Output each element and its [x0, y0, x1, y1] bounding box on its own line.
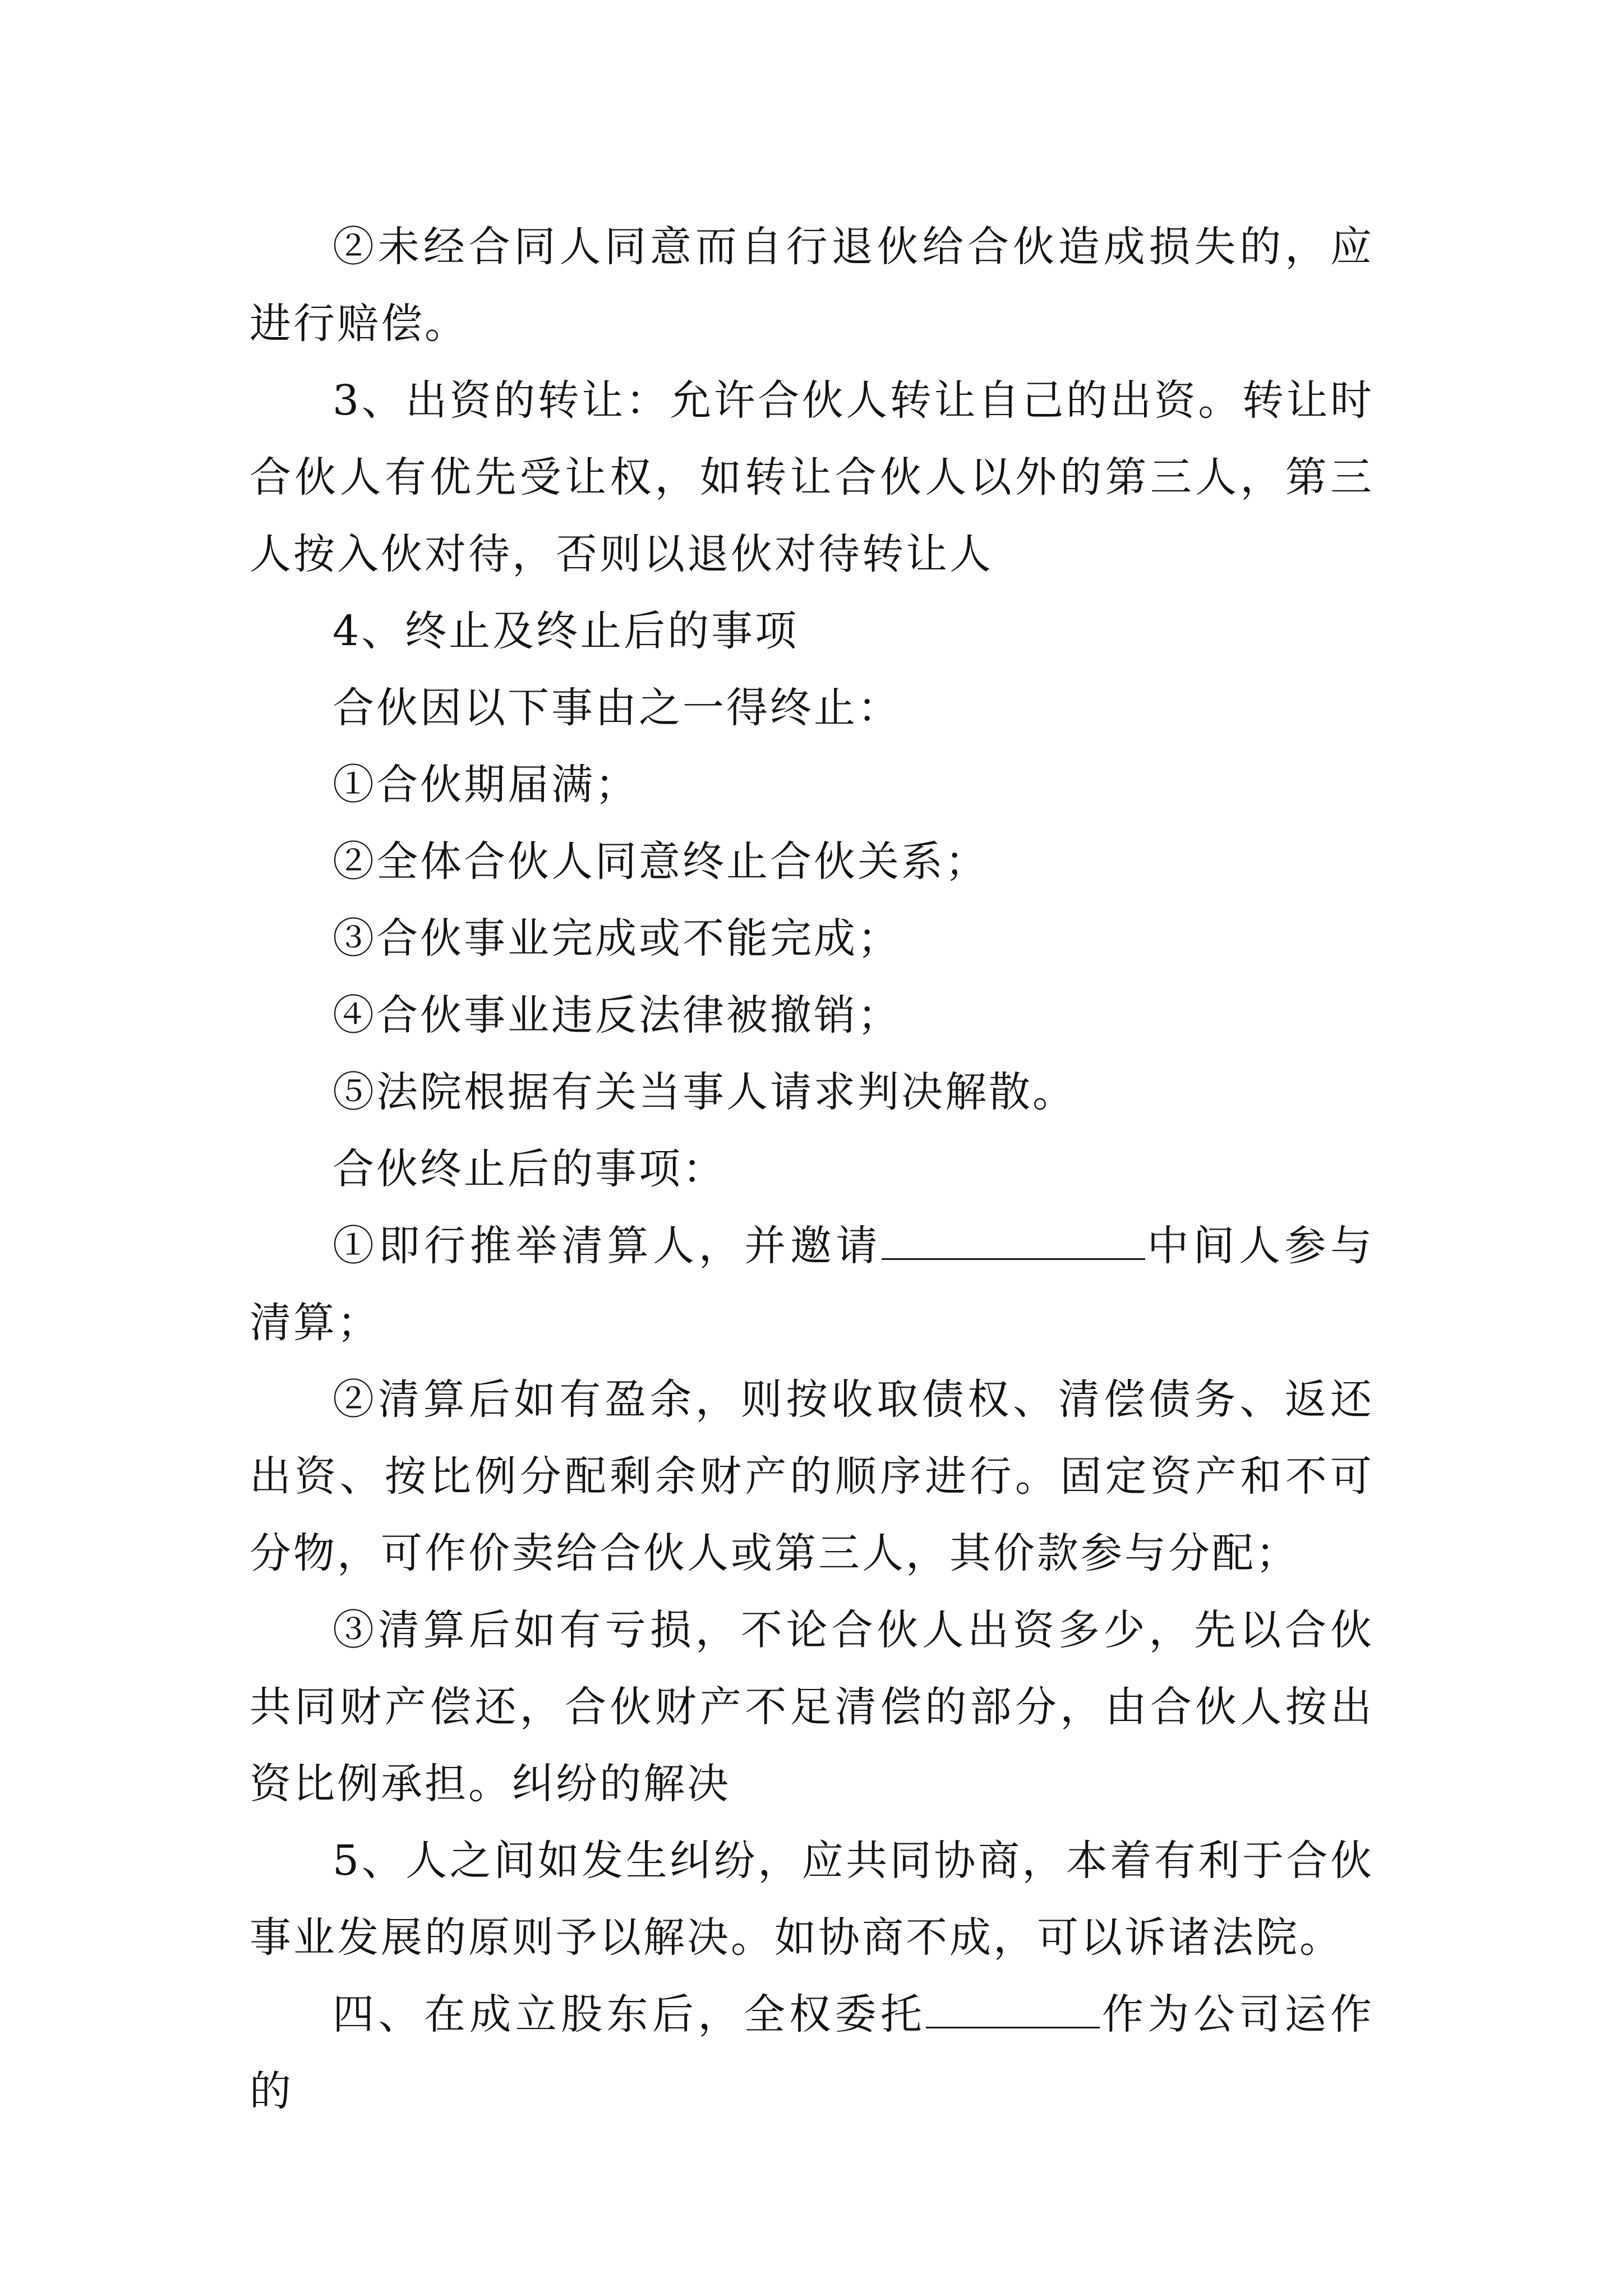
list-item-business-complete: ③合伙事业完成或不能完成； [333, 914, 901, 963]
list-item-term-expired: ①合伙期届满； [333, 761, 639, 809]
liquidator-text-after: 中间人参与清算； [250, 1222, 1375, 1347]
paragraph-delegation [250, 1976, 1374, 2130]
delegation-text-before: 四、在成立股东后，全权委托 [333, 1990, 926, 2039]
list-item-revoked: ④合伙事业违反法律被撤销； [333, 991, 901, 1039]
list-item-all-agree: ②全体合伙人同意终止合伙关系； [333, 838, 989, 886]
paragraph-surplus: ②清算后如有盈余，则按收取债权、清偿债务、返还出资、按比例分配剩余财产的顺序进行。固定资产和不可分物，可作价卖给合伙人或第三人，其价款参与分配； [250, 1375, 1374, 1577]
paragraph-termination-intro: 合伙因以下事由之一得终止： [333, 684, 901, 732]
heading-termination: 4、终止及终止后的事项 [333, 607, 799, 655]
document-body [250, 209, 1374, 2130]
list-item-court-dissolution: ⑤法院根据有关当事人请求判决解散。 [333, 1068, 1076, 1116]
delegation-text-after: 作为公司运作的 [250, 1990, 1375, 2115]
paragraph-compensation: ②未经合同人同意而自行退伙给合伙造成损失的，应进行赔偿。 [250, 223, 1374, 348]
paragraph-dispute: 5、人之间如发生纠纷，应共同协商，本着有利于合伙事业发展的原则予以解决。如协商不成，可以诉诸法院。 [250, 1837, 1374, 1962]
delegate-blank-field [926, 1985, 1100, 2028]
paragraph-loss: ③清算后如有亏损，不论合伙人出资多少，先以合伙共同财产偿还，合伙财产不足清偿的部分，由合伙人按出资比例承担。纠纷的解决 [250, 1606, 1374, 1808]
paragraph-liquidator [250, 1208, 1374, 1361]
paragraph-after-termination: 合伙终止后的事项： [333, 1145, 726, 1193]
paragraph-capital-transfer: 3、出资的转让：允许合伙人转让自己的出资。转让时合伙人有优先受让权，如转让合伙人以外的第三人，第三人按入伙对待，否则以退伙对待转让人 [250, 376, 1374, 578]
intermediary-blank-field [882, 1217, 1145, 1260]
liquidator-text-before: ①即行推举清算人，并邀请 [333, 1222, 882, 1270]
